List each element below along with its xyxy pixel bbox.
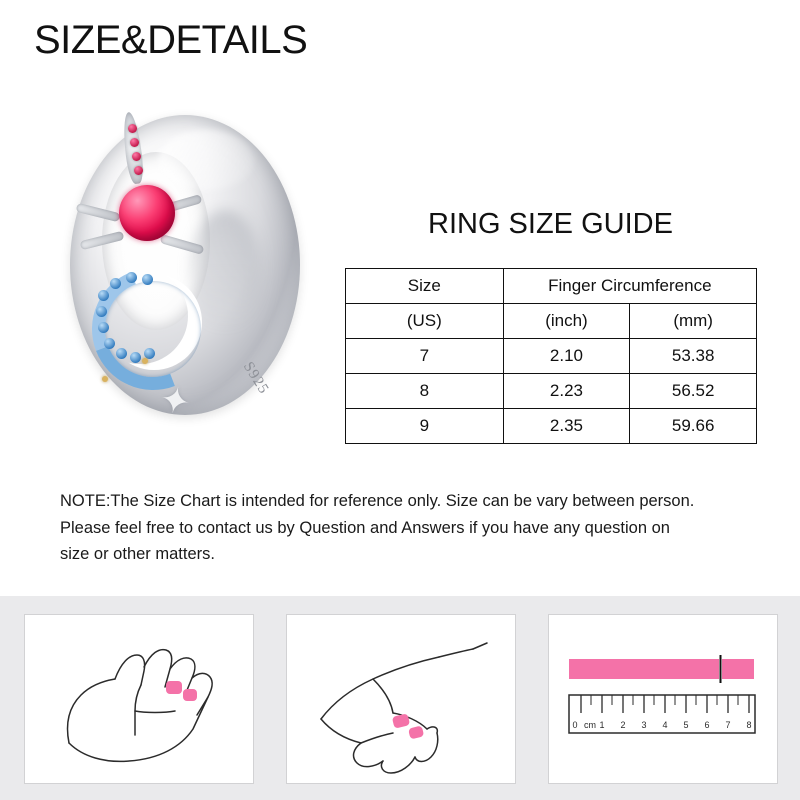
ruby-gemstone [119, 185, 175, 241]
header-circumference: Finger Circumference [503, 269, 756, 304]
cell-inch: 2.10 [503, 339, 630, 374]
measure-illustration-strip [0, 596, 800, 800]
ruler-unit-label: cm [584, 720, 596, 730]
ring-product-photo [40, 90, 340, 470]
cell-mm: 59.66 [630, 409, 757, 444]
horn-gem-icon [128, 124, 137, 133]
ruler-measure-illustration [549, 615, 775, 781]
note-line-1: NOTE:The Size Chart is intended for reference only. Size can be vary between person. [60, 492, 695, 510]
ruler-tick-label: 4 [662, 720, 668, 730]
page-title: SIZE&DETAILS [34, 18, 308, 62]
subheader-inch-unit: (inch) [503, 304, 630, 339]
ruler-tick-label: 5 [683, 720, 689, 730]
subheader-size-unit: (US) [346, 304, 504, 339]
ring-size-guide-heading: RING SIZE GUIDE [428, 208, 673, 240]
sapphire-stone [126, 272, 137, 283]
sapphire-stone [110, 278, 121, 289]
note-line-3: size or other matters. [60, 545, 215, 564]
cell-mm: 53.38 [630, 339, 757, 374]
ruler-tick-label: 2 [620, 720, 626, 730]
measure-card-string [286, 614, 516, 784]
subheader-mm-unit: (mm) [630, 304, 757, 339]
table-row [346, 374, 757, 409]
cell-inch: 2.35 [503, 409, 630, 444]
finger-highlight [183, 689, 197, 701]
ruler-tick-label: 6 [704, 720, 710, 730]
table-subheader-row [346, 304, 757, 339]
sapphire-stone [104, 338, 115, 349]
ruler-tick-label: 1 [599, 720, 605, 730]
sapphire-stone [96, 306, 107, 317]
band-highlight [158, 130, 254, 190]
gold-sparkle-icon [142, 358, 148, 364]
sapphire-stone [142, 274, 153, 285]
gold-sparkle-icon [102, 376, 108, 382]
note-line-2: Please feel free to contact us by Question and Answers if you have any question on [60, 518, 670, 537]
cell-mm: 56.52 [630, 374, 757, 409]
measure-card-hand [24, 614, 254, 784]
cell-size: 7 [346, 339, 504, 374]
measure-card-ruler [548, 614, 778, 784]
sapphire-stone [98, 290, 109, 301]
ring-engraving: S925 [239, 359, 272, 398]
finger-highlight [392, 713, 410, 729]
hand-measure-illustration [25, 615, 251, 781]
cell-inch: 2.23 [503, 374, 630, 409]
ruler-tick-label: 8 [746, 720, 752, 730]
table-row [346, 339, 757, 374]
header-size: Size [346, 269, 504, 304]
cell-size: 9 [346, 409, 504, 444]
ruler-zero: 0 [572, 720, 578, 730]
table-row [346, 409, 757, 444]
finger-highlight [408, 725, 424, 739]
paper-strip [569, 659, 719, 679]
paper-strip-end [722, 659, 754, 679]
finger-highlight [166, 681, 182, 694]
ring-size-table [345, 268, 757, 444]
sapphire-stone [98, 322, 109, 333]
sapphire-stone [130, 352, 141, 363]
table-header-row [346, 269, 757, 304]
ruler-tick-label: 7 [725, 720, 731, 730]
horn-gem-icon [132, 152, 141, 161]
horn-gem-icon [130, 138, 139, 147]
sapphire-stone [116, 348, 127, 359]
size-note [60, 488, 780, 568]
string-measure-illustration [287, 615, 513, 781]
horn-gem-icon [134, 166, 143, 175]
star-icon: ✦ [156, 377, 195, 424]
cell-size: 8 [346, 374, 504, 409]
ruler-tick-label: 3 [641, 720, 647, 730]
